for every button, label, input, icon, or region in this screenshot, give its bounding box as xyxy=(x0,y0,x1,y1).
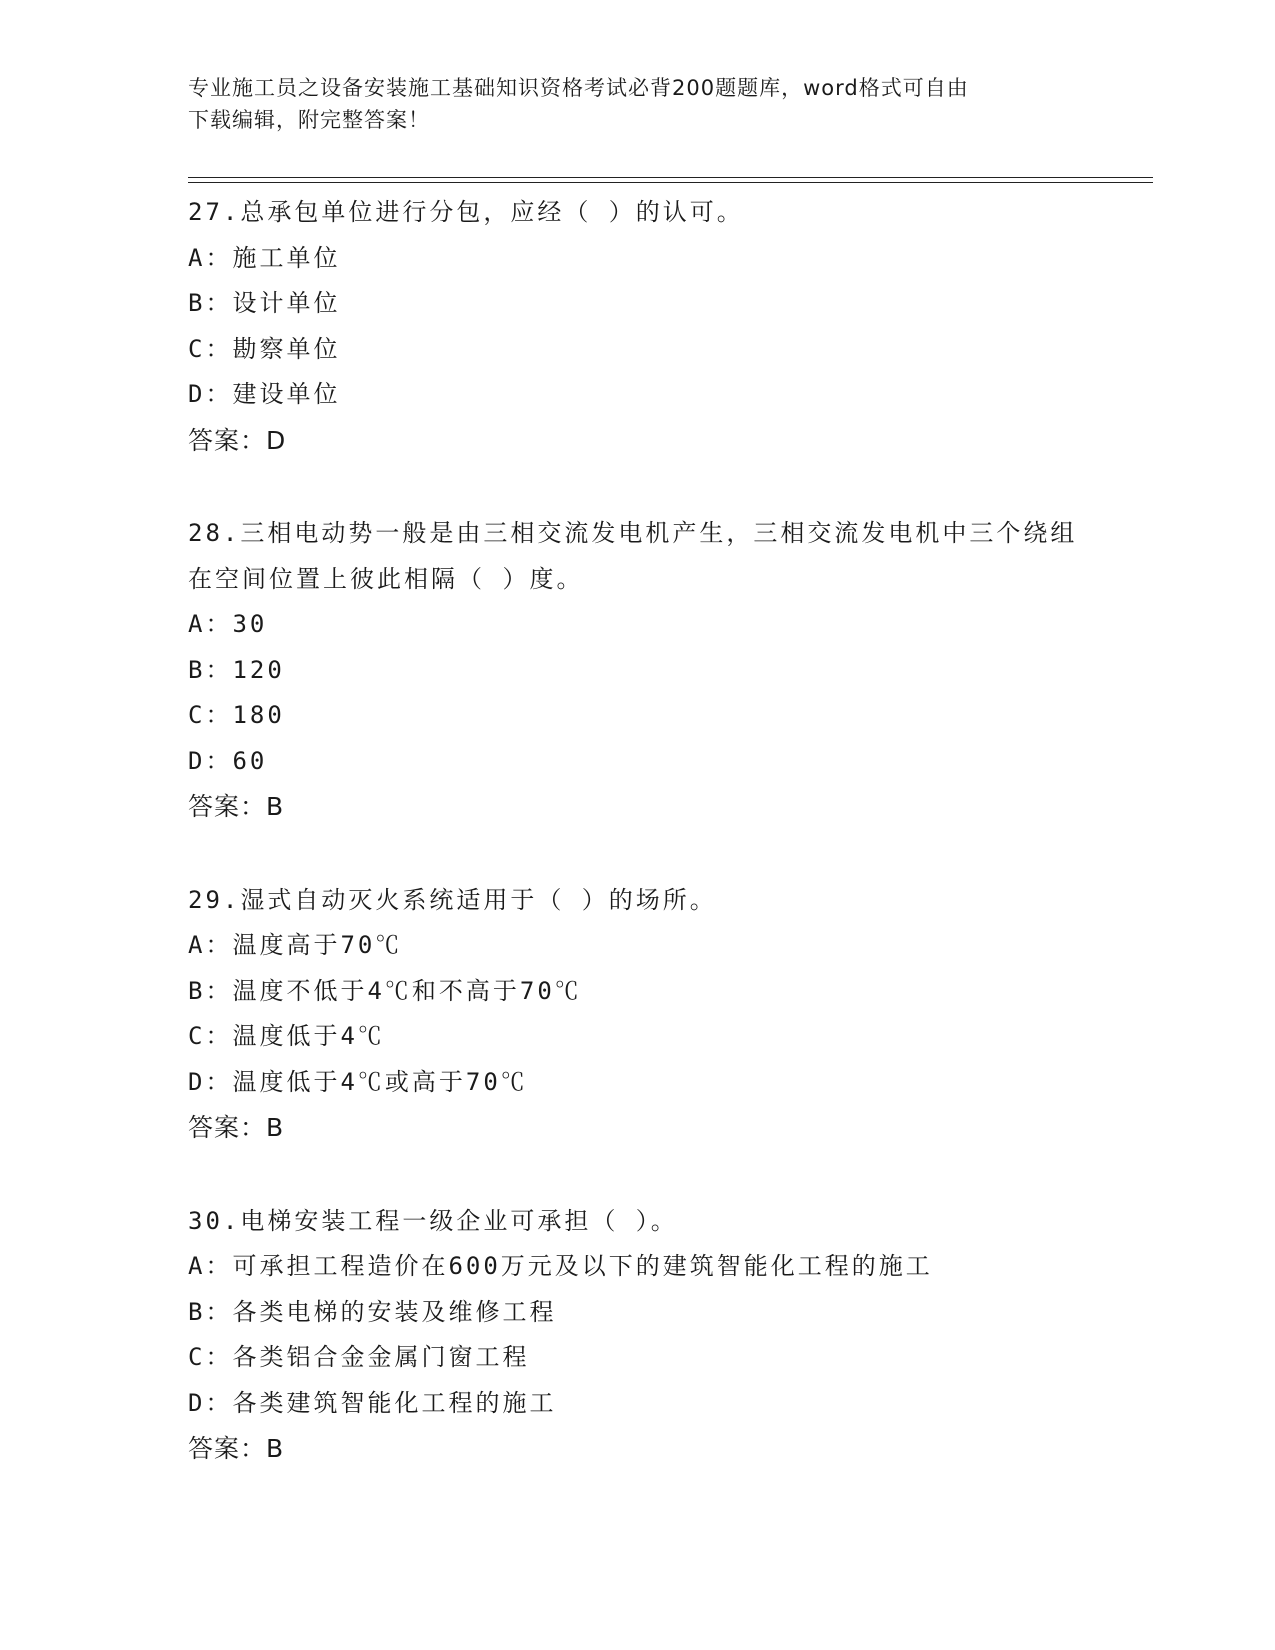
question-29 xyxy=(188,878,1088,1151)
option-letter: C： xyxy=(188,334,233,363)
document-header xyxy=(188,72,1068,136)
option-d xyxy=(188,1060,1088,1106)
question-28 xyxy=(188,511,1088,830)
option-text: 各类建筑智能化工程的施工 xyxy=(232,1388,557,1417)
option-c xyxy=(188,327,1088,373)
question-stem: 29.湿式自动灭火系统适用于（ ）的场所。 xyxy=(188,885,717,914)
option-c xyxy=(188,1014,1088,1060)
header-line-2: 下载编辑，附完整答案！ xyxy=(188,108,430,132)
option-a xyxy=(188,236,1088,282)
answer-line: 答案：B xyxy=(188,792,285,821)
option-letter: B： xyxy=(188,655,233,684)
question-30 xyxy=(188,1199,1088,1472)
option-text: 各类铝合金金属门窗工程 xyxy=(232,1343,530,1371)
option-d xyxy=(188,739,1088,785)
option-text: 温度高于70℃ xyxy=(232,931,403,959)
option-text: 180 xyxy=(232,701,285,729)
option-text: 勘察单位 xyxy=(232,334,341,363)
option-a xyxy=(188,1244,1088,1290)
option-text: 设计单位 xyxy=(232,289,341,317)
option-letter: A： xyxy=(188,1252,233,1280)
option-letter: B： xyxy=(188,289,233,317)
option-letter: B： xyxy=(188,1297,233,1326)
option-letter: D： xyxy=(188,746,233,775)
question-list xyxy=(188,190,1088,1520)
option-letter: A： xyxy=(188,931,233,959)
option-letter: C： xyxy=(188,1022,233,1050)
option-letter: A： xyxy=(188,243,233,272)
option-text: 建设单位 xyxy=(232,380,341,408)
header-line-1: 专业施工员之设备安装施工基础知识资格考试必背200题题库，word格式可自由 xyxy=(188,76,969,100)
answer-line: 答案：D xyxy=(188,425,287,455)
option-text: 温度低于4℃ xyxy=(232,1022,385,1050)
option-b xyxy=(188,281,1088,327)
option-b xyxy=(188,969,1088,1015)
answer-line: 答案：B xyxy=(188,1113,285,1142)
option-d xyxy=(188,1381,1088,1427)
option-text: 温度不低于4℃和不高于70℃ xyxy=(232,976,582,1005)
header-divider-bottom xyxy=(188,182,1153,183)
option-text: 可承担工程造价在600万元及以下的建筑智能化工程的施工 xyxy=(232,1252,933,1280)
option-d xyxy=(188,372,1088,418)
option-b xyxy=(188,648,1088,694)
option-text: 各类电梯的安装及维修工程 xyxy=(232,1297,557,1326)
option-letter: D： xyxy=(188,1067,233,1096)
option-a xyxy=(188,602,1088,648)
option-b xyxy=(188,1290,1088,1336)
option-letter: D： xyxy=(188,1388,233,1417)
option-c xyxy=(188,693,1088,739)
option-letter: C： xyxy=(188,701,233,729)
option-letter: B： xyxy=(188,976,233,1005)
question-stem: 27.总承包单位进行分包，应经（ ）的认可。 xyxy=(188,198,744,226)
header-divider-top xyxy=(188,177,1153,178)
option-letter: A： xyxy=(188,610,233,638)
question-stem: 30.电梯安装工程一级企业可承担（ ）。 xyxy=(188,1206,678,1235)
option-text: 温度低于4℃或高于70℃ xyxy=(232,1067,528,1096)
question-stem: 28.三相电动势一般是由三相交流发电机产生，三相交流发电机中三个绕组在空间位置上彼此相隔（ ）度。 xyxy=(188,519,1078,593)
answer-line: 答案：B xyxy=(188,1434,285,1463)
question-27 xyxy=(188,190,1088,463)
option-text: 施工单位 xyxy=(232,243,341,272)
option-letter: D： xyxy=(188,380,233,408)
option-letter: C： xyxy=(188,1343,233,1371)
option-text: 30 xyxy=(232,610,268,638)
option-text: 60 xyxy=(232,746,268,775)
option-text: 120 xyxy=(232,655,285,684)
option-c xyxy=(188,1335,1088,1381)
option-a xyxy=(188,923,1088,969)
